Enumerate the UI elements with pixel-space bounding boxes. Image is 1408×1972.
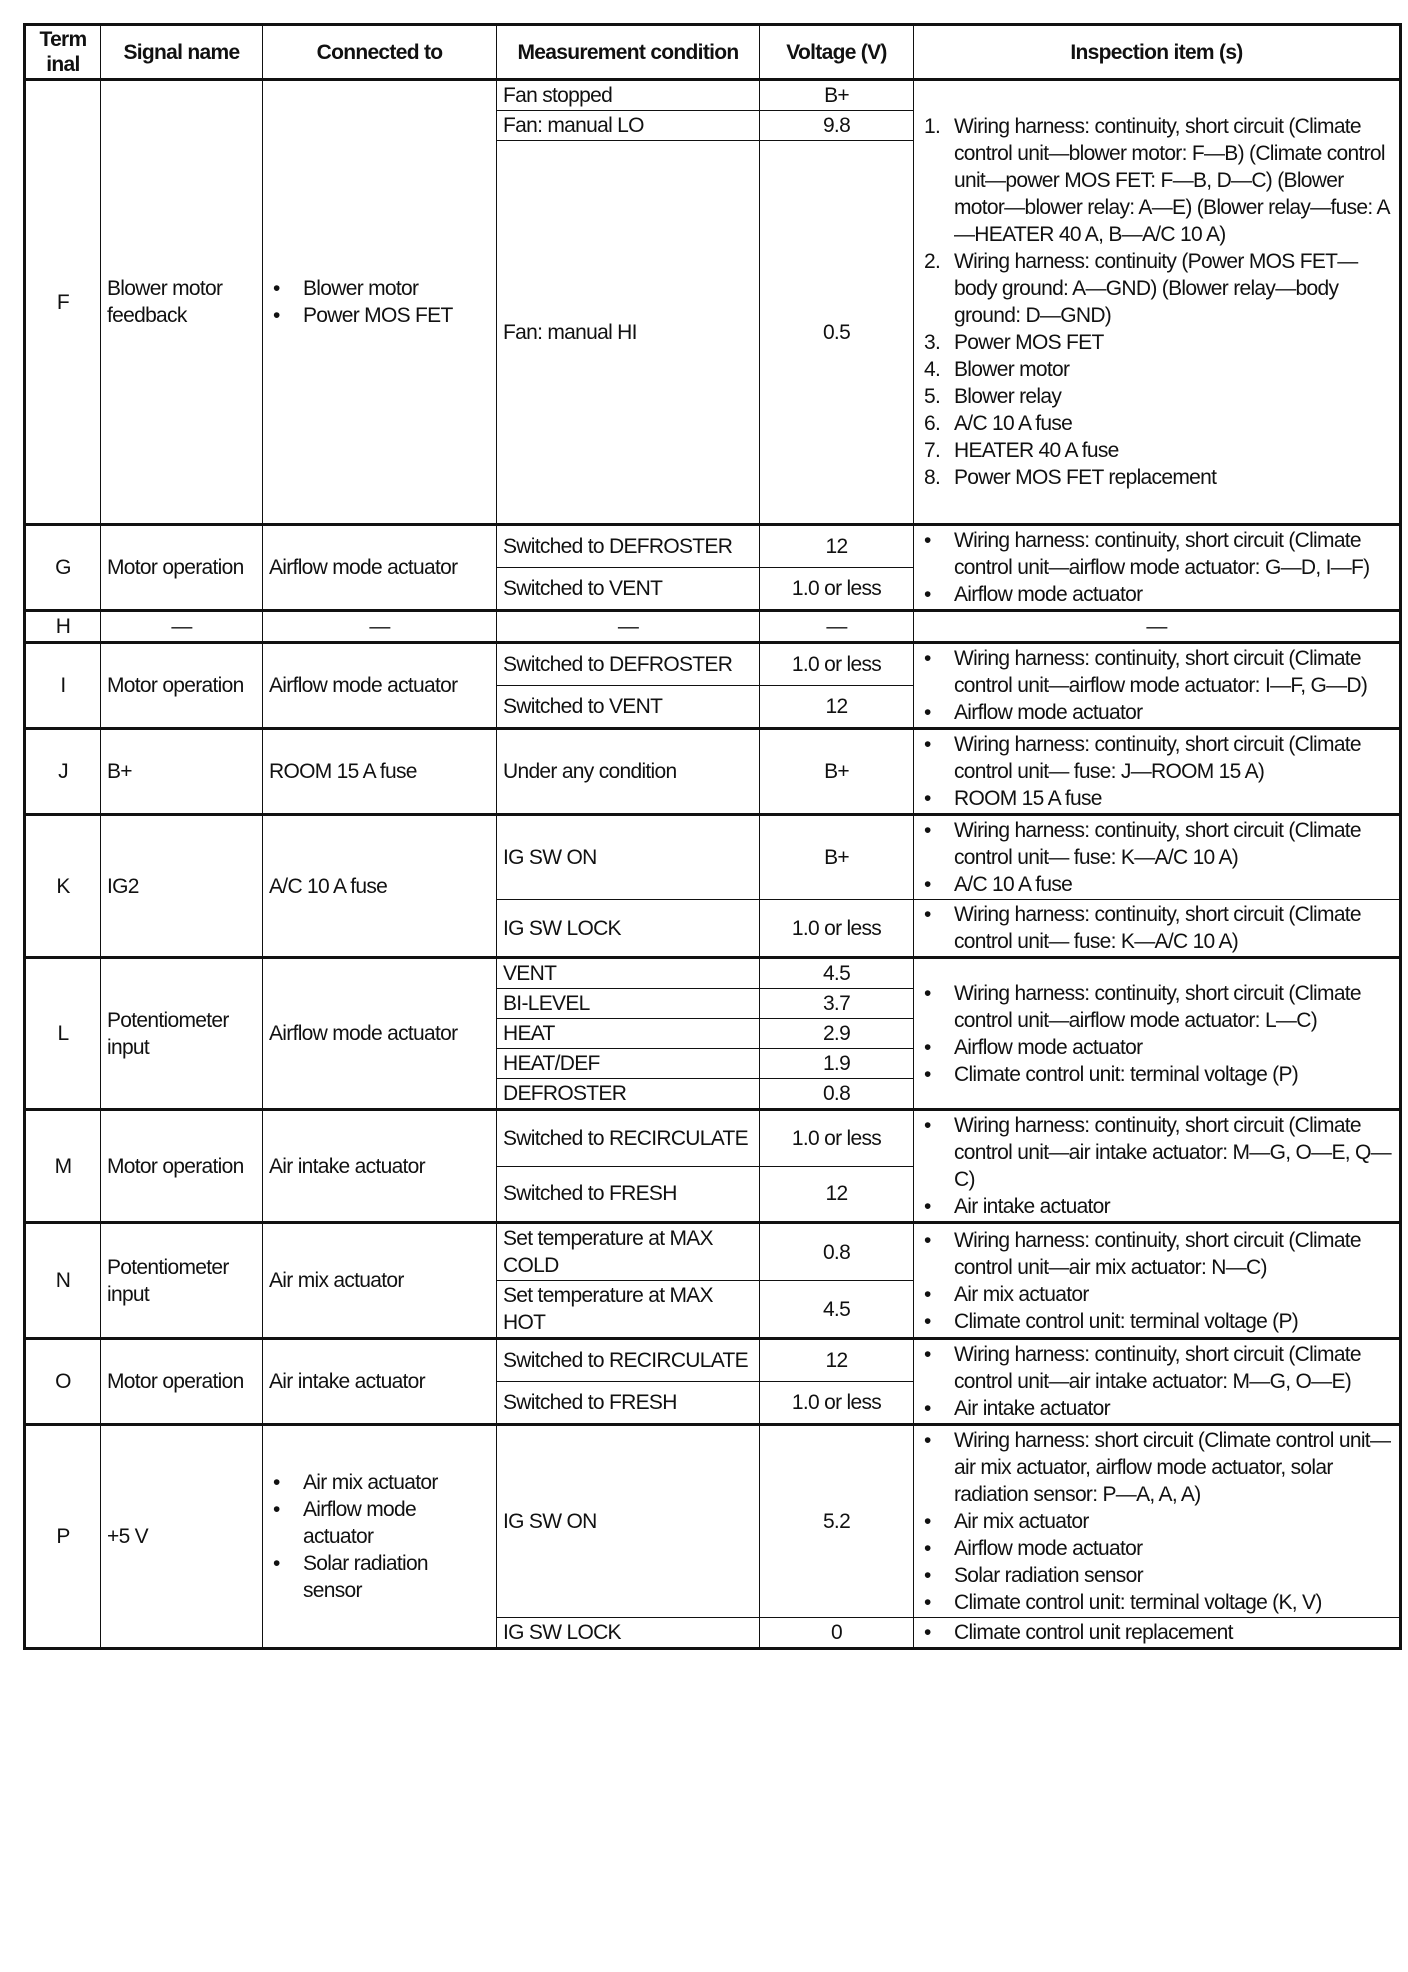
measurement-condition-cell: Fan: manual LO [497, 111, 760, 141]
list-item [920, 901, 1393, 955]
bullet-list [920, 645, 1393, 726]
list-item [920, 817, 1393, 871]
list-item [269, 1469, 490, 1496]
signal-name-cell: — [101, 611, 263, 643]
measurement-condition-cell: Set temperature at MAX HOT [497, 1281, 760, 1339]
bullet-list [269, 275, 490, 329]
list-item-text: Climate control unit: terminal voltage (P) [954, 1309, 1299, 1333]
table-row [25, 611, 1401, 643]
measurement-condition-cell: Switched to RECIRCULATE [497, 1339, 760, 1382]
list-item [920, 871, 1393, 898]
item-number: 1. [924, 115, 941, 138]
list-item-text: Blower motor [954, 358, 1070, 381]
bullet-icon: • [273, 1498, 280, 1521]
bullet-list [920, 1227, 1393, 1335]
list-item [920, 329, 1393, 356]
terminal-cell: G [25, 525, 101, 611]
table-row [25, 815, 1401, 900]
bullet-icon: • [924, 1343, 931, 1366]
list-item-text: Wiring harness: continuity, short circuit (Climate control unit— fuse: J—ROOM 15 A) [954, 733, 1361, 783]
voltage-cell: B+ [760, 729, 914, 815]
table-row [25, 643, 1401, 686]
terminal-group-G [25, 525, 1401, 611]
measurement-condition-cell: IG SW ON [497, 1425, 760, 1618]
bullet-icon: • [273, 277, 280, 300]
list-item [269, 1496, 490, 1550]
inspection-items-cell [914, 958, 1401, 1110]
list-item [920, 1508, 1393, 1535]
voltage-cell: 2.9 [760, 1019, 914, 1049]
list-item-text: Wiring harness: continuity, short circuit (Climate control unit—air intake actuator: M—G, O—E) [954, 1343, 1361, 1393]
bullet-list [269, 1469, 490, 1604]
list-item [920, 980, 1393, 1034]
signal-name-cell: Motor operation [101, 525, 263, 611]
voltage-cell: 4.5 [760, 1281, 914, 1339]
list-item [920, 1034, 1393, 1061]
header-connected-to: Connected to [263, 25, 497, 80]
bullet-icon: • [924, 1114, 931, 1137]
list-item [920, 645, 1393, 699]
table-row [25, 1223, 1401, 1281]
table-row [25, 525, 1401, 568]
list-item-text: Air intake actuator [954, 1195, 1110, 1218]
voltage-cell: 4.5 [760, 958, 914, 989]
bullet-icon: • [924, 873, 931, 896]
terminal-cell: I [25, 643, 101, 729]
voltage-cell: 12 [760, 525, 914, 568]
table-row [25, 1110, 1401, 1167]
list-item-text: Blower relay [954, 385, 1062, 408]
terminal-cell: O [25, 1339, 101, 1425]
connected-to-cell: Air intake actuator [263, 1110, 497, 1223]
terminal-group-O [25, 1339, 1401, 1425]
signal-name-cell: Motor operation [101, 1339, 263, 1425]
bullet-icon: • [924, 1429, 931, 1452]
bullet-icon: • [924, 701, 931, 724]
voltage-cell: 3.7 [760, 989, 914, 1019]
connected-to-cell: Airflow mode actuator [263, 525, 497, 611]
terminal-cell: H [25, 611, 101, 643]
terminal-cell: M [25, 1110, 101, 1223]
list-item-text: Air mix actuator [303, 1471, 438, 1494]
bullet-list [920, 817, 1393, 898]
terminal-cell: F [25, 80, 101, 525]
list-item-text: Climate control unit: terminal voltage (K, V) [954, 1591, 1322, 1614]
measurement-condition-cell: Switched to DEFROSTER [497, 525, 760, 568]
connected-to-cell: A/C 10 A fuse [263, 815, 497, 958]
bullet-icon: • [273, 304, 280, 327]
list-item-text: Wiring harness: continuity, short circuit (Climate control unit—airflow mode actuator: G—D, I—F) [954, 529, 1370, 579]
item-number: 8. [924, 466, 941, 489]
bullet-icon: • [924, 647, 931, 670]
bullet-icon: • [924, 1591, 931, 1614]
item-number: 7. [924, 439, 941, 462]
signal-name-cell: Blower motor feedback [101, 80, 263, 525]
signal-name-cell: Motor operation [101, 1110, 263, 1223]
numbered-list [920, 113, 1393, 491]
terminal-cell: J [25, 729, 101, 815]
list-item-text: Airflow mode actuator [954, 1537, 1143, 1560]
header-terminal: Term inal [25, 25, 101, 80]
connected-to-cell: Air mix actuator [263, 1223, 497, 1339]
list-item [920, 581, 1393, 608]
list-item [920, 437, 1393, 464]
table-row [25, 729, 1401, 815]
measurement-condition-cell: Switched to VENT [497, 568, 760, 611]
inspection-items-cell [914, 1110, 1401, 1223]
measurement-condition-cell: Fan: manual HI [497, 141, 760, 525]
list-item [920, 1427, 1393, 1508]
list-item [920, 699, 1393, 726]
voltage-cell: 12 [760, 1339, 914, 1382]
list-item-text: Power MOS FET replacement [954, 466, 1217, 489]
list-item-text: Wiring harness: continuity, short circuit (Climate control unit— fuse: K—A/C 10 A) [954, 819, 1361, 869]
bullet-icon: • [924, 981, 931, 1005]
list-item [920, 1193, 1393, 1220]
list-item-text: A/C 10 A fuse [954, 412, 1073, 435]
connected-to-cell: — [263, 611, 497, 643]
bullet-icon: • [924, 1537, 931, 1560]
header-voltage: Voltage (V) [760, 25, 914, 80]
table-row [25, 80, 1401, 111]
list-item [920, 785, 1393, 812]
terminal-inspection-table [23, 23, 1402, 1650]
list-item-text: Wiring harness: continuity, short circuit (Climate control unit— fuse: K—A/C 10 A) [954, 903, 1361, 953]
bullet-icon: • [924, 1228, 931, 1252]
inspection-items-cell [914, 80, 1401, 525]
voltage-cell: 1.0 or less [760, 1110, 914, 1167]
terminal-group-J [25, 729, 1401, 815]
measurement-condition-cell: IG SW ON [497, 815, 760, 900]
list-item-text: Wiring harness: continuity (Power MOS FET—body ground: A—GND) (Blower relay—body ground: D—GND) [954, 250, 1358, 327]
measurement-condition-cell: Set temperature at MAX COLD [497, 1223, 760, 1281]
list-item [920, 731, 1393, 785]
list-item-text: Wiring harness: short circuit (Climate control unit—air mix actuator, airflow mode actuator, solar radiation sensor: P—A, A, A) [954, 1429, 1391, 1506]
terminal-group-L [25, 958, 1401, 1110]
list-item-text: Blower motor [303, 277, 419, 300]
inspection-items-cell [914, 729, 1401, 815]
list-item-text: Air mix actuator [954, 1282, 1089, 1306]
list-item [920, 1562, 1393, 1589]
bullet-list [920, 1619, 1393, 1646]
header-row [25, 25, 1401, 80]
measurement-condition-cell: DEFROSTER [497, 1079, 760, 1110]
voltage-cell: 12 [760, 1166, 914, 1223]
list-item-text: Airflow mode actuator [954, 583, 1143, 606]
bullet-icon: • [924, 819, 931, 842]
measurement-condition-cell: Switched to FRESH [497, 1166, 760, 1223]
list-item [269, 302, 490, 329]
voltage-cell: 1.0 or less [760, 1382, 914, 1425]
voltage-cell: — [760, 611, 914, 643]
bullet-icon: • [924, 903, 931, 926]
table-row [25, 958, 1401, 989]
voltage-cell: 12 [760, 686, 914, 729]
voltage-cell: 5.2 [760, 1425, 914, 1618]
list-item [920, 527, 1393, 581]
terminal-group-N [25, 1223, 1401, 1339]
list-item [920, 1281, 1393, 1308]
measurement-condition-cell: HEAT [497, 1019, 760, 1049]
list-item-text: ROOM 15 A fuse [954, 787, 1102, 810]
inspection-items-cell [914, 815, 1401, 900]
table-row [25, 1425, 1401, 1618]
list-item-text: Airflow mode actuator [303, 1498, 416, 1548]
list-item-text: Power MOS FET [303, 304, 453, 327]
voltage-cell: 1.0 or less [760, 568, 914, 611]
item-number: 6. [924, 412, 941, 435]
signal-name-cell: Potentiometer input [101, 1223, 263, 1339]
inspection-items-cell [914, 1339, 1401, 1425]
bullet-icon: • [924, 1282, 931, 1306]
terminal-cell: P [25, 1425, 101, 1649]
terminal-group-M [25, 1110, 1401, 1223]
list-item-text: Solar radiation sensor [303, 1552, 428, 1602]
item-number: 3. [924, 331, 941, 354]
inspection-items-cell [914, 525, 1401, 611]
list-item [920, 113, 1393, 248]
measurement-condition-cell: Under any condition [497, 729, 760, 815]
list-item-text: Wiring harness: continuity, short circuit (Climate control unit—blower motor: F—B) (Climate control unit—power MOS FET: F—B, D—C) (Blower motor—blower relay: A—E) (Blower relay—fuse: A—HEATER 40 A, B—A/C 10 A) [954, 115, 1390, 246]
bullet-icon: • [924, 1510, 931, 1533]
list-item [920, 1227, 1393, 1281]
list-item-text: Wiring harness: continuity, short circuit (Climate control unit—airflow mode actuator: I—F, G—D) [954, 647, 1368, 697]
list-item-text: Wiring harness: continuity, short circuit (Climate control unit—air intake actuator: M—G, O—E, Q—C) [954, 1114, 1391, 1191]
bullet-icon: • [924, 787, 931, 810]
signal-name-cell: Motor operation [101, 643, 263, 729]
inspection-items-cell [914, 1618, 1401, 1649]
bullet-list [920, 1427, 1393, 1616]
measurement-condition-cell: VENT [497, 958, 760, 989]
voltage-cell: 1.0 or less [760, 643, 914, 686]
voltage-cell: 9.8 [760, 111, 914, 141]
bullet-list [920, 1112, 1393, 1220]
bullet-list [920, 980, 1393, 1088]
bullet-icon: • [924, 1564, 931, 1587]
measurement-condition-cell: Switched to VENT [497, 686, 760, 729]
list-item [920, 383, 1393, 410]
voltage-cell: 0 [760, 1618, 914, 1649]
bullet-list [920, 901, 1393, 955]
terminal-group-K [25, 815, 1401, 958]
connected-to-cell [263, 80, 497, 525]
signal-name-cell: +5 V [101, 1425, 263, 1649]
inspection-items-cell [914, 900, 1401, 958]
bullet-list [920, 1341, 1393, 1422]
list-item-text: Solar radiation sensor [954, 1564, 1143, 1587]
inspection-items-cell: — [914, 611, 1401, 643]
bullet-icon: • [924, 1062, 931, 1086]
list-item [920, 1112, 1393, 1193]
list-item-text: Climate control unit: terminal voltage (P) [954, 1062, 1299, 1086]
list-item-text: Wiring harness: continuity, short circuit (Climate control unit—air mix actuator: N—C) [954, 1228, 1361, 1279]
terminal-cell: N [25, 1223, 101, 1339]
bullet-icon: • [924, 1621, 931, 1644]
list-item [920, 464, 1393, 491]
list-item [920, 410, 1393, 437]
list-item-text: Air intake actuator [954, 1397, 1110, 1420]
list-item-text: Wiring harness: continuity, short circuit (Climate control unit—airflow mode actuator: L—C) [954, 981, 1361, 1032]
inspection-items-cell [914, 1425, 1401, 1618]
voltage-cell: 1.9 [760, 1049, 914, 1079]
bullet-icon: • [924, 1397, 931, 1420]
voltage-cell: B+ [760, 815, 914, 900]
bullet-icon: • [924, 1195, 931, 1218]
terminal-cell: K [25, 815, 101, 958]
connected-to-cell: Airflow mode actuator [263, 958, 497, 1110]
list-item [920, 1308, 1393, 1335]
bullet-icon: • [273, 1471, 280, 1494]
measurement-condition-cell: IG SW LOCK [497, 1618, 760, 1649]
list-item-text: Airflow mode actuator [954, 701, 1143, 724]
list-item [269, 1550, 490, 1604]
connected-to-cell [263, 1425, 497, 1649]
terminal-group-H [25, 611, 1401, 643]
connected-to-cell: Air intake actuator [263, 1339, 497, 1425]
list-item-text: Power MOS FET [954, 331, 1104, 354]
bullet-icon: • [924, 529, 931, 552]
list-item [920, 1061, 1393, 1088]
terminal-group-F [25, 80, 1401, 525]
bullet-list [920, 731, 1393, 812]
bullet-list [920, 527, 1393, 608]
list-item [920, 1535, 1393, 1562]
voltage-cell: 1.0 or less [760, 900, 914, 958]
connected-to-cell: Airflow mode actuator [263, 643, 497, 729]
measurement-condition-cell: HEAT/DEF [497, 1049, 760, 1079]
list-item [920, 1619, 1393, 1646]
list-item [269, 275, 490, 302]
bullet-icon: • [924, 583, 931, 606]
list-item-text: A/C 10 A fuse [954, 873, 1073, 896]
table-row [25, 1339, 1401, 1382]
terminal-cell: L [25, 958, 101, 1110]
signal-name-cell: Potentiometer input [101, 958, 263, 1110]
list-item-text: HEATER 40 A fuse [954, 439, 1119, 462]
terminal-group-I [25, 643, 1401, 729]
measurement-condition-cell: BI-LEVEL [497, 989, 760, 1019]
terminal-group-P [25, 1425, 1401, 1649]
voltage-cell: B+ [760, 80, 914, 111]
measurement-condition-cell: Switched to RECIRCULATE [497, 1110, 760, 1167]
voltage-cell: 0.8 [760, 1223, 914, 1281]
bullet-icon: • [924, 1309, 931, 1333]
measurement-condition-cell: Switched to FRESH [497, 1382, 760, 1425]
voltage-cell: 0.8 [760, 1079, 914, 1110]
item-number: 4. [924, 358, 941, 381]
bullet-icon: • [924, 733, 931, 756]
list-item-text: Climate control unit replacement [954, 1621, 1233, 1644]
header-inspection-items: Inspection item (s) [914, 25, 1401, 80]
bullet-icon: • [924, 1035, 931, 1059]
list-item [920, 248, 1393, 329]
inspection-items-cell [914, 643, 1401, 729]
list-item [920, 356, 1393, 383]
measurement-condition-cell: — [497, 611, 760, 643]
inspection-items-cell [914, 1223, 1401, 1339]
header-measurement-condition: Measurement condition [497, 25, 760, 80]
list-item [920, 1589, 1393, 1616]
list-item [920, 1395, 1393, 1422]
signal-name-cell: IG2 [101, 815, 263, 958]
connected-to-cell: ROOM 15 A fuse [263, 729, 497, 815]
voltage-cell: 0.5 [760, 141, 914, 525]
header-signal-name: Signal name [101, 25, 263, 80]
measurement-condition-cell: Fan stopped [497, 80, 760, 111]
signal-name-cell: B+ [101, 729, 263, 815]
measurement-condition-cell: Switched to DEFROSTER [497, 643, 760, 686]
item-number: 5. [924, 385, 941, 408]
measurement-condition-cell: IG SW LOCK [497, 900, 760, 958]
list-item-text: Airflow mode actuator [954, 1035, 1143, 1059]
item-number: 2. [924, 250, 941, 273]
list-item-text: Air mix actuator [954, 1510, 1089, 1533]
list-item [920, 1341, 1393, 1395]
bullet-icon: • [273, 1552, 280, 1575]
